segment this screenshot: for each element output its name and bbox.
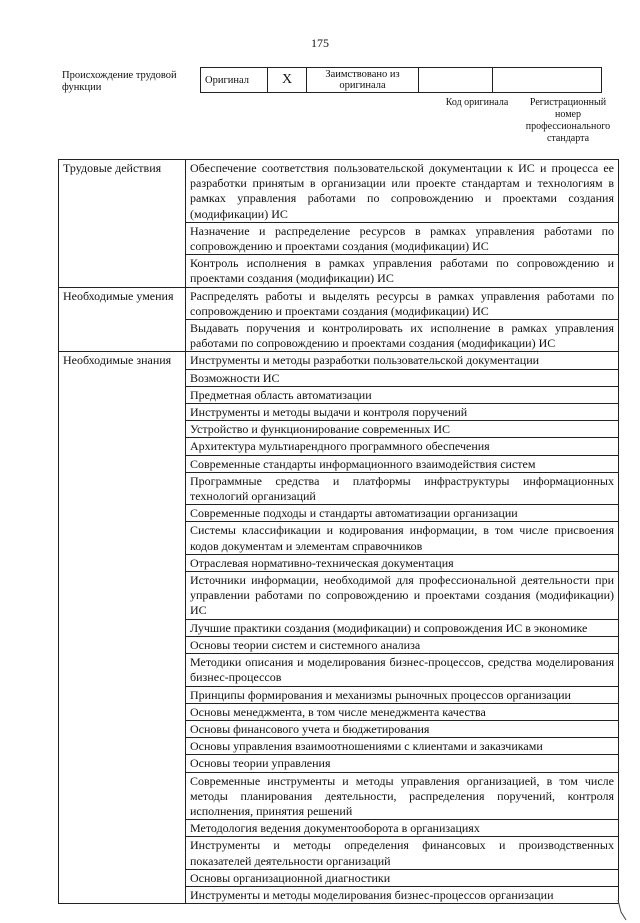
section-item: Распределять работы и выделять ресурсы в рамках управления работами по сопровождению и проектами создания (модификации) ИС — [186, 287, 619, 319]
table-row — [59, 352, 619, 369]
origin-label: Происхождение трудовой функции — [62, 70, 177, 93]
section-label: Необходимые умения — [59, 287, 186, 352]
reg-number-cell — [493, 68, 602, 93]
reg-number-label: Регистрационный номер профессионального стандарта — [525, 97, 611, 144]
section-item: Архитектура мультиарендного программного обеспечения — [186, 438, 619, 455]
section-item: Современные стандарты информационного взаимодействия систем — [186, 455, 619, 472]
section-item: Методики описания и моделирования бизнес-процессов, средства моделирования бизнес-процессов — [186, 654, 619, 686]
section-item: Инструменты и методы определения финансовых и производственных показателей деятельности организаций — [186, 837, 619, 869]
original-cell: Оригинал — [201, 68, 268, 93]
section-item: Источники информации, необходимой для профессиональной деятельности при управлении работами по сопровождению и проектами создания (модификации) ИС — [186, 572, 619, 620]
section-item: Лучшие практики создания (модификации) и сопровождения ИС в экономике — [186, 619, 619, 636]
section-item: Современные подходы и стандарты автоматизации организации — [186, 505, 619, 522]
scan-artifact — [612, 898, 632, 922]
section-item: Инструменты и методы разработки пользовательской документации — [186, 352, 619, 369]
section-item: Принципы формирования и механизмы рыночных процессов организации — [186, 686, 619, 703]
borrowed-cell: Заимствовано из оригинала — [307, 68, 419, 93]
code-cell — [419, 68, 493, 93]
page-number: 175 — [311, 36, 329, 50]
section-item: Современные инструменты и методы управления организацией, в том числе методы планирования деятельности, распределения поручений, контроля исполнения, принятия решений — [186, 772, 619, 820]
section-item: Возможности ИС — [186, 369, 619, 386]
section-item: Основы теории систем и системного анализа — [186, 636, 619, 653]
section-item: Назначение и распределение ресурсов в рамках управления работами по сопровождению и проектами создания (модификации) ИС — [186, 222, 619, 254]
section-item: Контроль исполнения в рамках управления работами по сопровождению и проектами создания (модификации) ИС — [186, 255, 619, 287]
section-item: Основы финансового учета и бюджетирования — [186, 720, 619, 737]
section-item: Выдавать поручения и контролировать их исполнение в рамках управления работами по сопровождению и проектами создания (модификации) ИС — [186, 320, 619, 352]
section-item: Отраслевая нормативно-техническая документация — [186, 554, 619, 571]
section-item: Инструменты и методы выдачи и контроля поручений — [186, 404, 619, 421]
section-item: Инструменты и методы моделирования бизнес-процессов организации — [186, 886, 619, 903]
function-table — [58, 159, 619, 904]
section-item: Обеспечение соответствия пользовательской документации к ИС и процесса ее разработки принятым в организации или проекте стандартам и технологиям в рамках управления работами по сопровождению и проектами создания (модификации) ИС — [186, 160, 619, 223]
section-item: Программные средства и платформы инфраструктуры информационных технологий организаций — [186, 472, 619, 504]
table-row — [59, 160, 619, 223]
section-item: Основы управления взаимоотношениями с клиентами и заказчиками — [186, 738, 619, 755]
section-label: Трудовые действия — [59, 160, 186, 288]
section-item: Основы теории управления — [186, 755, 619, 772]
section-label: Необходимые знания — [59, 352, 186, 904]
section-item: Методология ведения документооборота в организациях — [186, 820, 619, 837]
original-mark: X — [268, 68, 307, 93]
section-item: Устройство и функционирование современных ИС — [186, 421, 619, 438]
section-item: Системы классификации и кодирования информации, в том числе присвоения кодов документам и элементам справочников — [186, 522, 619, 554]
table-row — [59, 287, 619, 319]
section-item: Основы организационной диагностики — [186, 869, 619, 886]
section-item: Предметная область автоматизации — [186, 386, 619, 403]
section-item: Основы менеджмента, в том числе менеджмента качества — [186, 703, 619, 720]
origin-table — [200, 67, 602, 93]
code-original-label: Код оригинала — [445, 97, 509, 108]
